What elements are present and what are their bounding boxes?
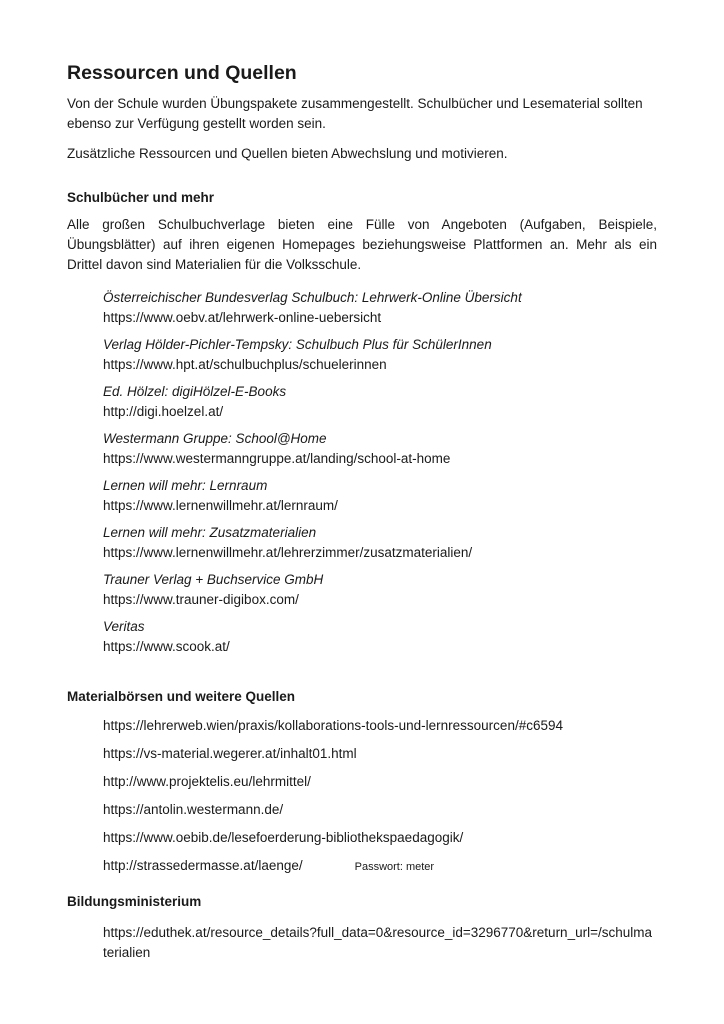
url-link[interactable]: http://www.projektelis.eu/lehrmittel/ (103, 774, 311, 789)
resource-url-link[interactable]: https://www.lernenwillmehr.at/lehrerzimmer/zusatzmaterialien/ (103, 545, 473, 560)
eduthek-url-link[interactable]: https://eduthek.at/resource_details?full_data=0&resource_id=3296770&return_url=/schulmaterialien (103, 925, 652, 960)
resource-item (103, 476, 657, 516)
link-item (103, 772, 657, 792)
resource-title: Trauner Verlag + Buchservice GmbH (103, 572, 324, 587)
resource-title: Verlag Hölder-Pichler-Tempsky: Schulbuch Plus für SchülerInnen (103, 337, 492, 352)
page-title: Ressourcen und Quellen (67, 62, 297, 84)
resource-url-link[interactable]: https://www.westermanngruppe.at/landing/school-at-home (103, 451, 451, 466)
resource-item (103, 288, 657, 328)
resource-title: Ed. Hölzel: digiHölzel-E-Books (103, 384, 287, 399)
link-item (103, 744, 657, 764)
resource-url-link[interactable]: https://www.hpt.at/schulbuchplus/schuelerinnen (103, 357, 387, 372)
resource-title: Österreichischer Bundesverlag Schulbuch: Lehrwerk-Online Übersicht (103, 290, 522, 305)
link-item (103, 856, 657, 877)
link-list (103, 716, 657, 877)
resource-item (103, 570, 657, 610)
schulbuecher-paragraph: Alle großen Schulbuchverlage bieten eine Fülle von Angeboten (Aufgaben, Beispiele, Übungsblätter) auf ihren eigenen Homepages beziehungsweise Plattformen an. Mehr als ein Drittel davon sind Materialien für die Volksschule. (67, 217, 657, 272)
resource-url-link[interactable]: https://www.trauner-digibox.com/ (103, 592, 299, 607)
section-heading-bildungsministerium: Bildungsministerium (67, 894, 202, 909)
intro-paragraph-1: Von der Schule wurden Übungspakete zusammengestellt. Schulbücher und Lesematerial sollten ebenso zur Verfügung gestellt worden sein. (67, 96, 643, 131)
resource-item (103, 382, 657, 422)
resource-item (103, 429, 657, 469)
resource-url-link[interactable]: https://www.oebv.at/lehrwerk-online-uebersicht (103, 310, 382, 325)
resource-url-link[interactable]: http://digi.hoelzel.at/ (103, 404, 224, 419)
url-link[interactable]: https://vs-material.wegerer.at/inhalt01.html (103, 746, 357, 761)
link-item (103, 716, 657, 736)
resource-item (103, 617, 657, 657)
intro-paragraph-2: Zusätzliche Ressourcen und Quellen bieten Abwechslung und motivieren. (67, 146, 508, 161)
resource-title: Lernen will mehr: Zusatzmaterialien (103, 525, 317, 540)
resource-title: Veritas (103, 619, 145, 634)
section-heading-schulbuecher: Schulbücher und mehr (67, 190, 215, 205)
url-link[interactable]: https://lehrerweb.wien/praxis/kollaborations-tools-und-lernressourcen/#c6594 (103, 718, 563, 733)
link-item (103, 828, 657, 848)
url-link[interactable]: http://strassedermasse.at/laenge/ (103, 858, 303, 873)
resource-url-link[interactable]: https://www.scook.at/ (103, 639, 230, 654)
link-item (103, 800, 657, 820)
resource-item (103, 335, 657, 375)
resource-list (103, 288, 657, 657)
url-link[interactable]: https://antolin.westermann.de/ (103, 802, 284, 817)
section-heading-materialboersen: Materialbörsen und weitere Quellen (67, 689, 296, 704)
url-link[interactable]: https://www.oebib.de/lesefoerderung-bibliothekspaedagogik/ (103, 830, 464, 845)
resource-title: Westermann Gruppe: School@Home (103, 431, 327, 446)
password-note: Passwort: meter (354, 861, 435, 873)
resource-title: Lernen will mehr: Lernraum (103, 478, 268, 493)
resource-item (103, 523, 657, 563)
resource-url-link[interactable]: https://www.lernenwillmehr.at/lernraum/ (103, 498, 338, 513)
